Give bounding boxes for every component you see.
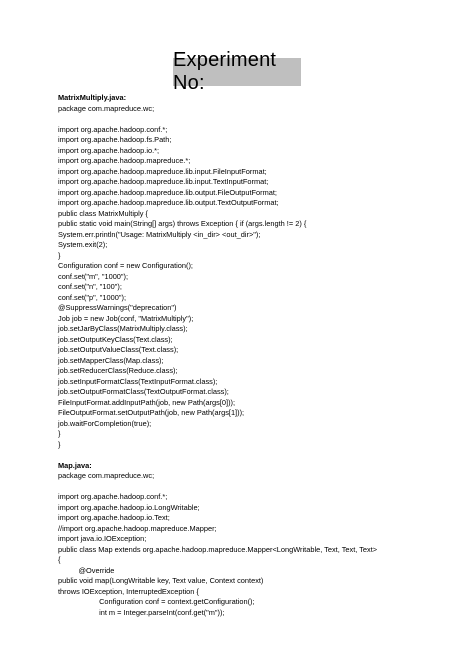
code-line: job.setReducerClass(Reduce.class); [58,366,178,375]
code-line: @SuppressWarnings("deprecation") [58,303,177,312]
code-line: import org.apache.hadoop.mapreduce.lib.output.FileOutputFormat; [58,187,277,197]
code-line: FileOutputFormat.setOutputPath(job, new Path(args[1])); [58,408,245,417]
code-line: conf.set("p", "1000"); [58,292,127,302]
code-line: FileInputFormat.addInputPath(job, new Path(args[0])); [58,397,236,407]
code-line: } [58,429,61,438]
code-line: import org.apache.hadoop.fs.Path; [58,135,172,144]
code-line: import org.apache.hadoop.io.LongWritable; [58,502,200,512]
code-line: public class MatrixMultiply { [58,208,148,218]
code-line: import org.apache.hadoop.mapreduce.lib.output.TextOutputFormat; [58,198,279,207]
code-line: } [58,250,61,260]
experiment-title-box [173,49,301,94]
code-line: job.setOutputKeyClass(Text.class); [58,334,173,344]
code-line: import org.apache.hadoop.io.*; [58,145,160,155]
code-line: conf.set("n", "100"); [58,282,122,291]
code-line: conf.set("m", "1000"); [58,271,129,281]
code-line: job.setOutputFormatClass(TextOutputFormat.class); [58,387,229,396]
section-heading: Map.java: [58,460,92,470]
code-line: public void map(LongWritable key, Text value, Context context) [58,576,264,585]
section-heading: MatrixMultiply.java: [58,93,127,102]
code-line: import java.io.IOException; [58,534,147,543]
code-listing [58,93,458,618]
code-line: public static void main(String[] args) throws Exception { if (args.length != 2) { [58,219,307,228]
code-line: import org.apache.hadoop.mapreduce.lib.input.FileInputFormat; [58,166,267,176]
code-line: job.setInputFormatClass(TextInputFormat.class); [58,376,218,386]
code-line: Configuration conf = new Configuration(); [58,261,193,270]
code-line: job.setOutputValueClass(Text.class); [58,345,179,354]
experiment-title: Experiment No: [173,49,277,94]
code-line: int m = Integer.parseInt(conf.get("m")); [58,607,225,617]
code-line: @Override [58,565,115,575]
code-line: package com.mapreduce.wc; [58,471,155,480]
code-line: public class Map extends org.apache.hadoop.mapreduce.Mapper<LongWritable, Text, Text, Text> [58,544,378,554]
code-line: Job job = new Job(conf, "MatrixMultiply"); [58,313,194,323]
code-line: import org.apache.hadoop.mapreduce.lib.input.TextInputFormat; [58,177,269,186]
code-line: job.setJarByClass(MatrixMultiply.class); [58,324,188,333]
blank-line [58,114,458,125]
code-line: import org.apache.hadoop.mapreduce.*; [58,156,191,165]
code-line: job.waitForCompletion(true); [58,418,152,428]
code-line: import org.apache.hadoop.conf.*; [58,492,168,501]
code-line: } [58,439,61,449]
code-line: job.setMapperClass(Map.class); [58,355,164,365]
code-line: { [58,555,61,564]
code-line: System.err.println("Usage: MatrixMultiply <in_dir> <out_dir>"); [58,229,261,239]
code-line: Configuration conf = context.getConfiguration(); [58,597,255,606]
code-line: import org.apache.hadoop.io.Text; [58,513,170,522]
code-line: import org.apache.hadoop.conf.*; [58,124,168,134]
blank-line [58,450,458,461]
code-line: throws IOException, InterruptedException { [58,586,199,596]
blank-line [58,482,458,493]
code-line: //import org.apache.hadoop.mapreduce.Mapper; [58,523,217,533]
code-line: package com.mapreduce.wc; [58,103,155,113]
code-line: System.exit(2); [58,240,108,249]
